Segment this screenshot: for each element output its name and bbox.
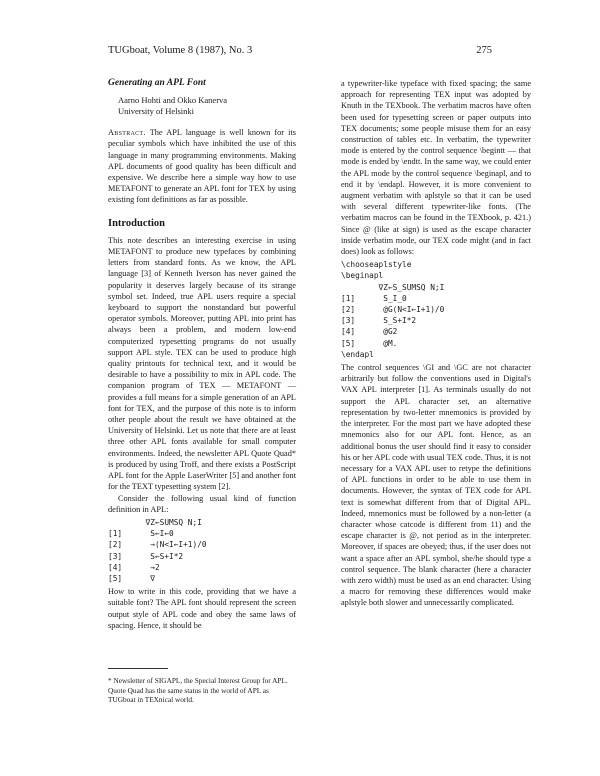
abstract-label: Abstract. bbox=[108, 128, 146, 138]
footnote: * Newsletter of SIGAPL, the Special Interest Group for APL. Quote Quad has the same status in the world of APL as TUGboat in TEXnical world. bbox=[108, 676, 288, 705]
running-header bbox=[108, 45, 492, 59]
intro-paragraph-3: How to write in this code, providing that we have a suitable font? The APL font should represent the screen output style of APL code and obey the same laws of spacing. Hence, it should be bbox=[108, 587, 296, 630]
article-authors: Aarno Hohti and Okko Kanerva bbox=[118, 95, 228, 106]
right-column bbox=[341, 78, 531, 609]
journal-title: TUGboat, Volume 8 (1987), No. 3 bbox=[108, 45, 253, 56]
intro-paragraph-2: Consider the following usual kind of function definition in APL: bbox=[108, 493, 296, 514]
article-title: Generating an APL Font bbox=[108, 78, 206, 88]
tex-code-listing: \chooseaplstyle \beginapl ∇Z←S_SUMSQ N;I [1] S_I_0 [2] @G(N<I←I+1)/0 [3] S_S+I*2 [4] @G2 [5] @M. \endapl bbox=[341, 260, 445, 359]
section-heading-introduction: Introduction bbox=[108, 217, 165, 229]
article-affiliation: University of Helsinki bbox=[118, 106, 195, 117]
right-paragraph-2: The control sequences \GI and \GC are not character arbitrarily but follow the conventions used in Digital's VAX APL interpreter [1]. As terminals usually do not support the APL character set, an alternative representation by two-letter mnemonics is provided by the interpreter. For the most part we have adopted these mnemonics also for our APL font. Hence, as an additional bonus the user should find it easy to consider his or her APL code with usual TEX code. Thus, it is not necessary for a VAX APL user to retype the definitions of APL functions in order to be able to use them in documents. However, the syntax of TEX code for APL text is somewhat different from that of Digital APL. Indeed, mnemonics must be followed by a non-letter (a character whose catcode is different from 11) and the escape character is @, not period as in the interpreter. Moreover, if spaces are obeyed; thus, if the user does not want a space after an APL symbol, she/he should type a control sequence. The blank character (here a character with zero width) must be used as an end character. Using a macro for removing these differences would make aplstyle both slower and unnecessarily complicated. bbox=[341, 363, 531, 608]
right-paragraph-1: a typewriter-like typeface with fixed spacing; the same approach for representing TEX input was adopted by Knuth in the TEXbook. The verbatim macros have often been used for typesetting screen or paper outputs into TEX documents; some people misuse them for an easy construction of tables etc. In verbatim, the typewriter mode is entered by the control sequence \begintt — that mode is ended by \endtt. In the same way, we could enter the APL mode by the control sequence \beginapl, and to end it by \endapl. However, it is more convenient to augment verbatim with aplstyle so that it can be used with several different typewriter-like fonts. (The verbatim macros can be found in the TEXbook, p. 421.) Since @ (like at sign) is used as the escape character inside verbatim mode, our TEX code might (and in fact does) look as follows: bbox=[341, 79, 532, 257]
intro-paragraph-1: This note describes an interesting exercise in using METAFONT to produce new typefaces by combining letters from standard fonts. As we know, the APL language [3] of Kenneth Iverson has never gained the popularity it deserves largely because of its strange symbol set. Indeed, true APL users require a special keyboard to support the nonstandard but powerful operator symbols. Moreover, putting APL into print has always been a problem, and modern low-end computerized typesetting programs do not usually support APL style. TEX can be used to produce high quality printouts for technical text, and it would be desirable to have a possibility to mix in APL code. The companion program of TEX — METAFONT — provides a full means for a simple generation of an APL font for TEX, and the purpose of this note is to inform other people about the result we have obtained at the University of Helsinki. Let us note that there are at least three other APL fonts available for small computer environments. Indeed, the newsletter APL Quote Quad* is produced by using Troff, and there exists a PostScript APL font for the Apple LaserWriter [5] and another font for the TEXT typesetting system [2]. bbox=[108, 235, 296, 492]
apl-code-listing: ∇Z←SUMSQ N;I [1] S←I←0 [2] →(N<I←I+1)/0 [3] S←S+I*2 [4] →2 [5] ∇ bbox=[108, 517, 207, 583]
page-number: 275 bbox=[476, 45, 492, 56]
footnote-rule bbox=[108, 668, 168, 669]
abstract-text: The APL language is well known for its peculiar symbols which have inhibited the use of this language in many programming environments. Making APL documents of good quality has been difficult and expensive. We describe here a simple way how to use METAFONT to generate an APL font for TEX by using existing font definitions as far as possible. bbox=[108, 128, 296, 205]
left-column bbox=[108, 78, 296, 631]
abstract bbox=[108, 127, 296, 205]
